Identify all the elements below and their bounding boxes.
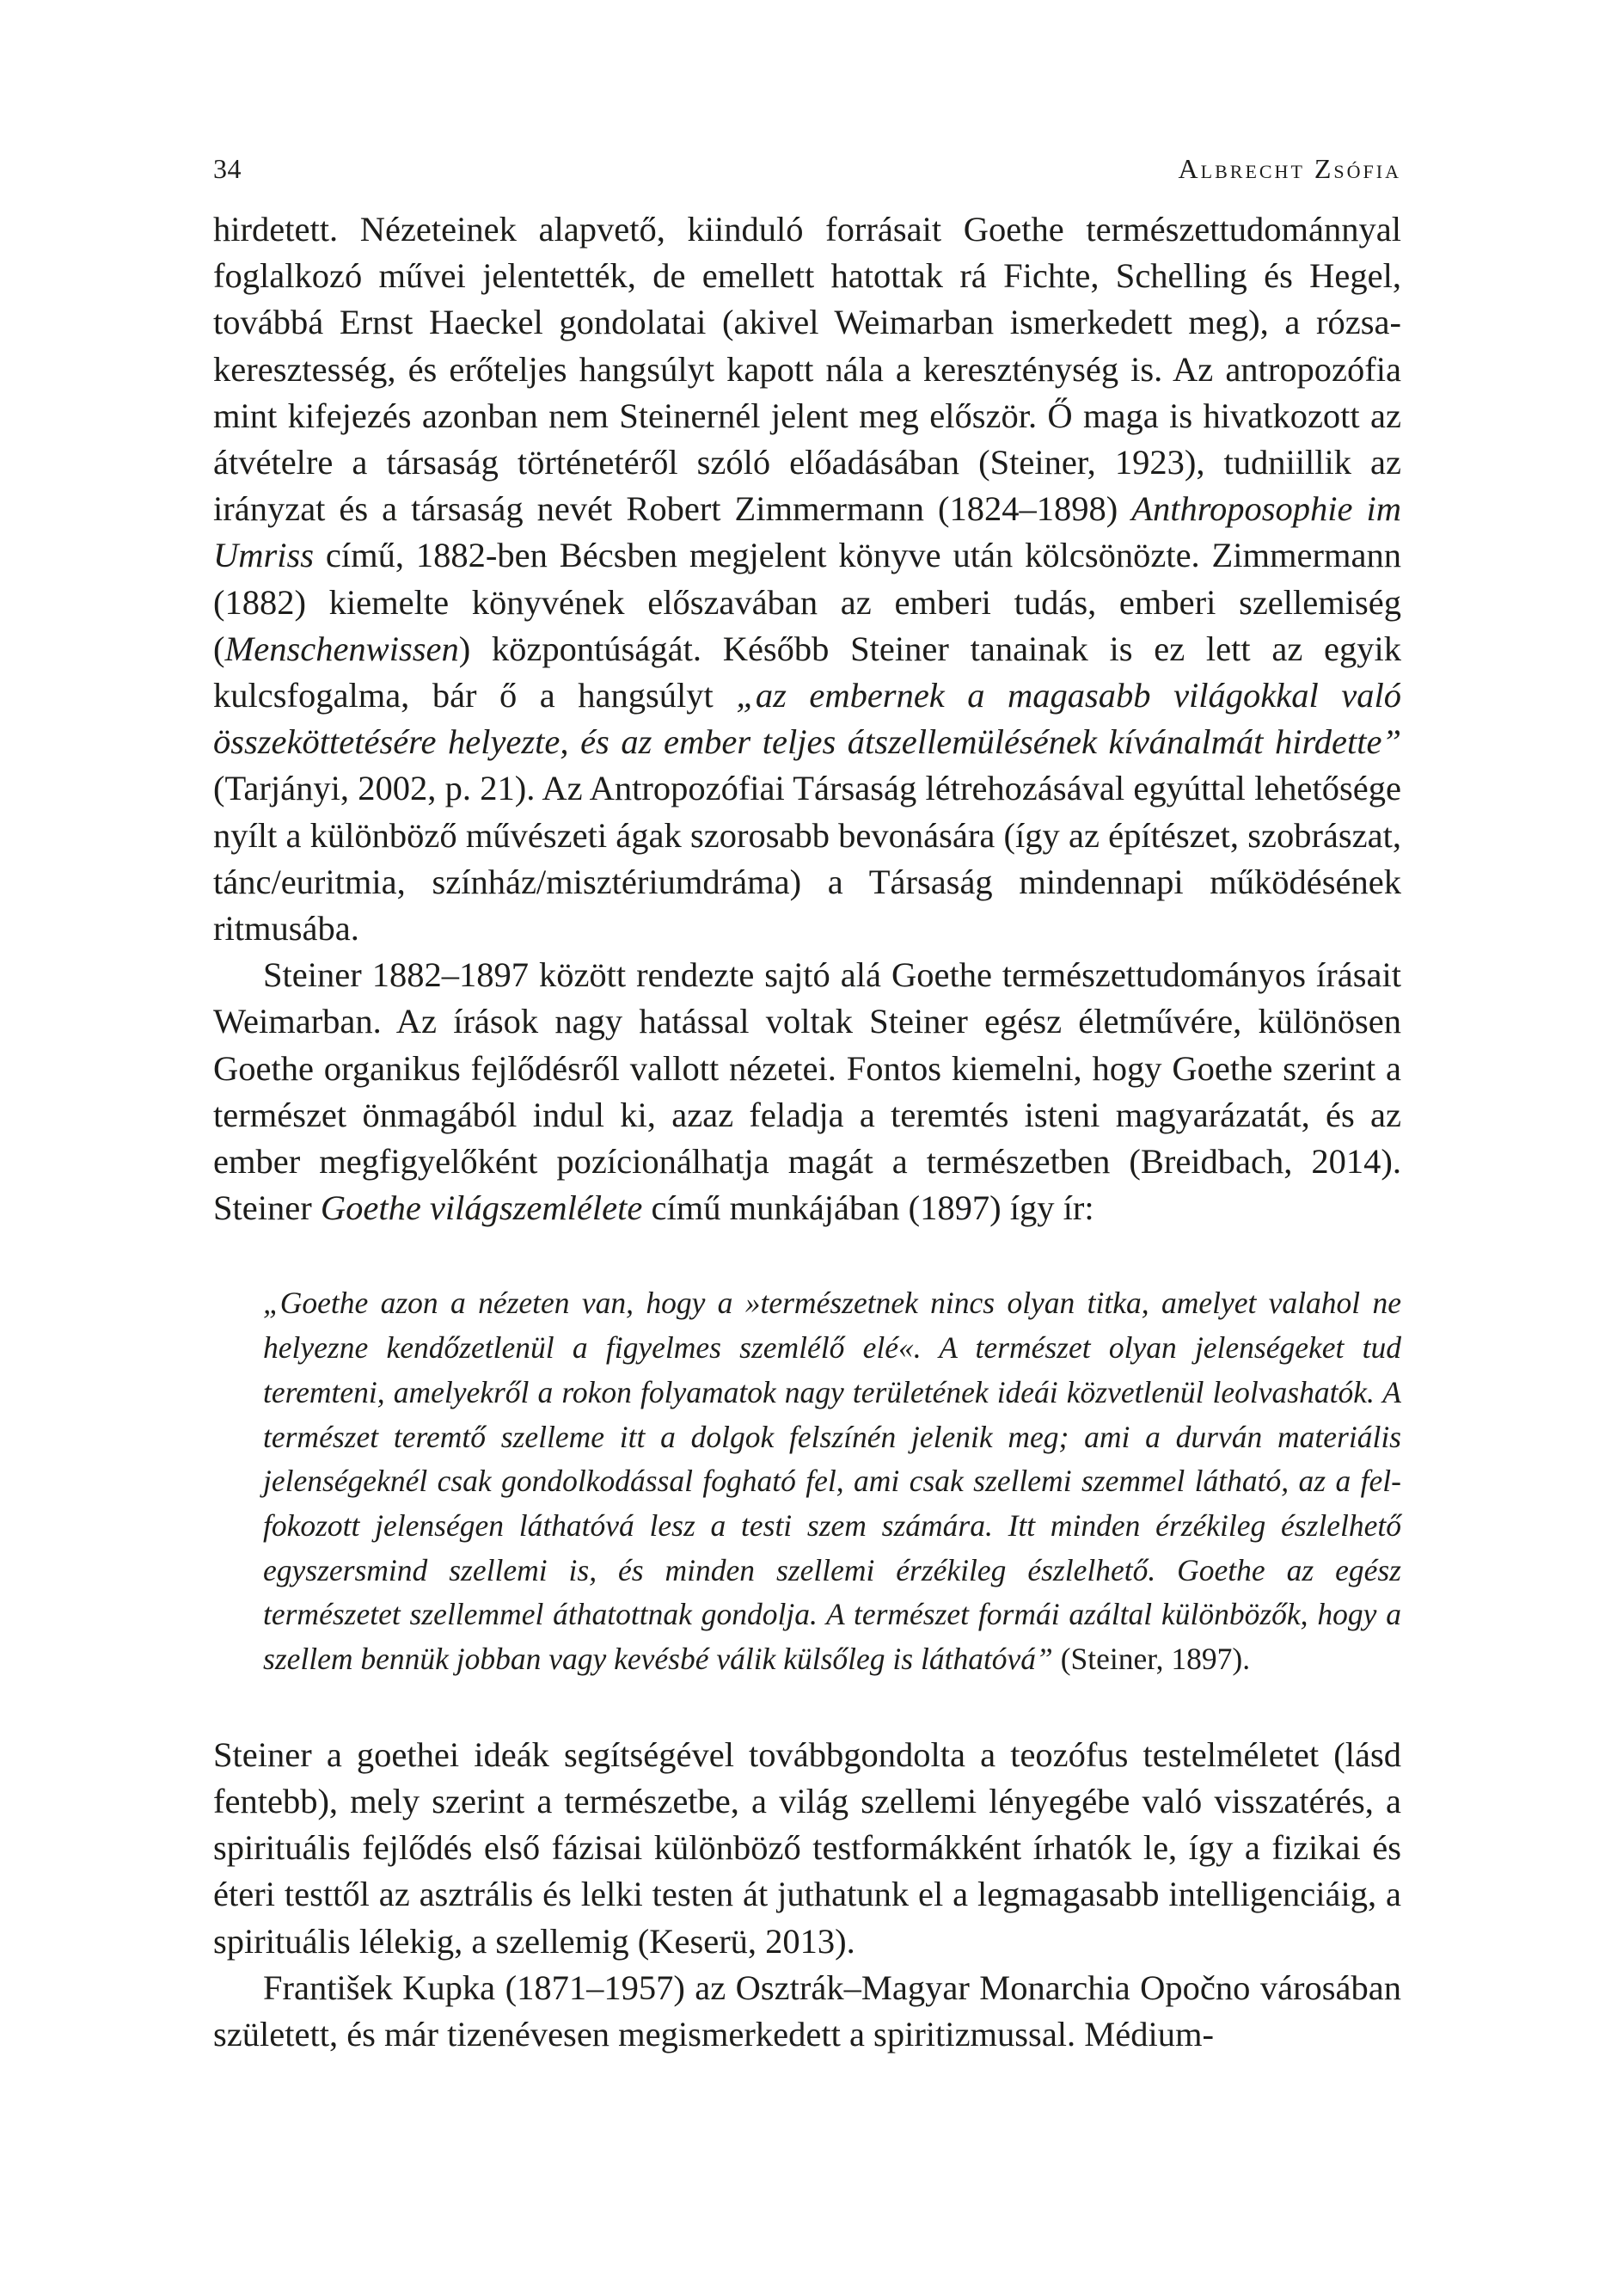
running-header <box>213 153 1401 206</box>
book-page <box>213 153 1401 2058</box>
term-menschenwissen: Menschenwissen <box>224 629 459 668</box>
quote-citation: (Steiner, 1897). <box>1052 1642 1251 1677</box>
body-paragraph-2: Steiner 1882–1897 között rendezte sajtó alá Goethe természettudományos írásait Weimarban. Az írások nagy hatással voltak Steiner egész életművére, különösen Goethe organikus fejlődésről vallott nézetei. Fontos kiemelni, hogy Goethe szerint a természet önmagából indul ki, azaz feladja a teremtés isteni magyarázatát, és az ember megfigyelőként pozícionálhatja magát a természetben (Breidbach, 2014). Steiner Goethe világszemlélete című munkájában (1897) így ír: <box>213 955 1401 1228</box>
body-paragraph-1: hirdetett. Nézeteinek alapvető, kiinduló forrásait Goethe természettudománnyal foglalkozó művei jelentették, de emellett hatottak rá Fichte, Schelling és Hegel, továbbá Ernst Haeckel gondolatai (akivel Weimarban ismerkedett meg), a rózsakeresztesség, és erőteljes hangsúlyt kapott nála a kereszténység is. Az antropozófia mint kifejezés azonban nem Steinernél jelent meg először. Ő maga is hivatkozott az átvételre a társaság történetéről szóló előadásában (Steiner, 1923), tudniillik az irányzat és a társaság nevét Robert Zimmermann (1824–1898) Anthroposophie im Umriss című, 1882-ben Bécsben megjelent könyve után kölcsönözte. Zimmermann (1882) kiemelte könyvének előszavában az emberi tudás, emberi szellemiség (Menschenwissen) központúságát. Később Steiner tanainak is ez lett az egyik kulcsfogalma, bár ő a hangsúlyt „az embernek a magasabb világokkal való összeköttetésére helyezte, és az ember teljes átszellemülésének kívánalmát hirdette” (Tarjányi, 2002, p. 21). Az Antropozófiai Társaság létrehozásával egyúttal lehetősége nyílt a különböző művészeti ágak szorosabb bevonására (így az építészet, szobrászat, tánc/euritmia, színház/misztériumdráma) a Társaság mindennapi működésének ritmusába. <box>213 210 1401 948</box>
body-paragraph-4: František Kupka (1871–1957) az Osztrák–Magyar Monarchia Opočno városában született, és már tizenévesen megismerkedett a spiritizmussal. Médium- <box>213 1968 1401 2054</box>
body-paragraph-3: Steiner a goethei ideák segítségével továbbgondolta a teozófus testelméletet (lásd fentebb), mely szerint a természetbe, a világ szellemi lényegébe való visszatérés, a spirituális fejlődés első fázisai különböző testformákként írhatók le, így a fizikai és éteri testtől az asztrális és lelki testen át juthatunk el a legmagasabb intelligenciáig, a spirituális lélekig, a szellemig (Keserü, 2013). <box>213 1734 1401 1961</box>
page-number: 34 <box>213 153 242 184</box>
book-title-anthroposophie: Anthroposophie im Umriss <box>213 489 1401 575</box>
inline-quote-tarjanyi: „az embernek a magasabb világokkal való összeköttetésére helyezte, és az ember teljes átszellemülésének kívánalmát hirdette” <box>213 676 1401 762</box>
running-head-author: Albrecht Zsófia <box>1178 153 1401 184</box>
book-title-goethe: Goethe világszemlélete <box>320 1188 643 1228</box>
block-quote-steiner: „Goethe azon a nézeten van, hogy a »természetnek nincs olyan titka, amelyet valahol ne helyezne kendőzetlenül a figyelmes szemlélő elé«. A természet olyan jelenségeket tud teremteni, amelyekről a rokon folyamatok nagy területének ideái közvetlenül leolvashatók. A természet teremtő szelleme itt a dolgok felszínén jelenik meg; ami a durván materiális jelenségeknél csak gondolkodással fogható fel, ami csak szellemi szemmel látható, az a felfokozott jelenségen láthatóvá lesz a testi szem számára. Itt minden érzékileg észlelhető egyszersmind szellemi is, és minden szellemi érzékileg észlelhető. Goethe az egész természetet szellemmel áthatottnak gondolja. A természet formái azáltal különbözők, hogy a szellem bennük jobban vagy kevésbé válik külsőleg is láthatóvá” (Steiner, 1897). <box>263 1286 1401 1677</box>
